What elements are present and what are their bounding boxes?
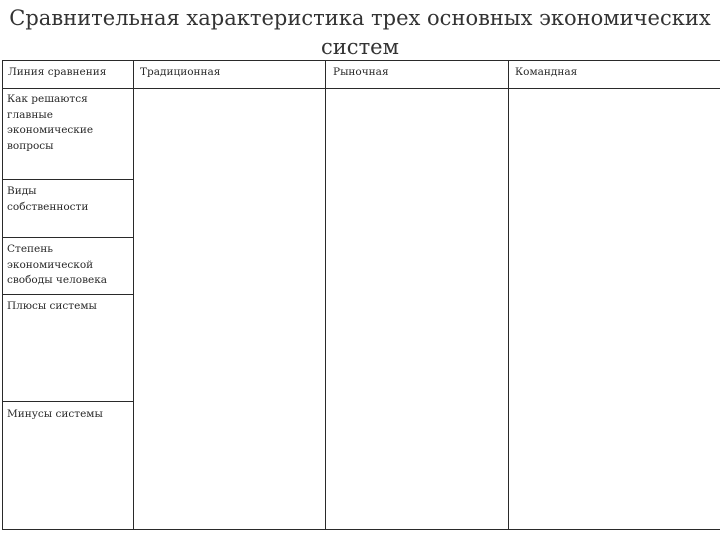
header-market: Рыночная bbox=[333, 66, 389, 78]
row-divider-2 bbox=[2, 237, 133, 238]
column-divider-3 bbox=[508, 60, 509, 530]
row-label-property-types: Виды собственности bbox=[7, 185, 89, 213]
table-border-left bbox=[2, 60, 3, 530]
row-label-economic-freedom: Степень экономической свободы человека bbox=[7, 243, 108, 286]
header-divider bbox=[2, 88, 720, 89]
header-command: Командная bbox=[515, 66, 578, 78]
row-divider-3 bbox=[2, 294, 133, 295]
header-traditional: Традиционная bbox=[140, 66, 221, 78]
header-comparison-line: Линия сравнения bbox=[8, 66, 107, 78]
table-border-bottom bbox=[2, 529, 720, 530]
table-border-top bbox=[2, 60, 720, 61]
column-divider-1 bbox=[133, 60, 134, 530]
row-label-economic-questions: Как решаются главные экономические вопросы bbox=[7, 93, 94, 152]
column-divider-2 bbox=[325, 60, 326, 530]
row-divider-4 bbox=[2, 401, 133, 402]
row-divider-1 bbox=[2, 179, 133, 180]
page-title: Сравнительная характеристика трех основных экономических систем bbox=[9, 6, 711, 59]
row-label-pros: Плюсы системы bbox=[7, 300, 97, 312]
row-label-cons: Минусы системы bbox=[7, 408, 103, 420]
